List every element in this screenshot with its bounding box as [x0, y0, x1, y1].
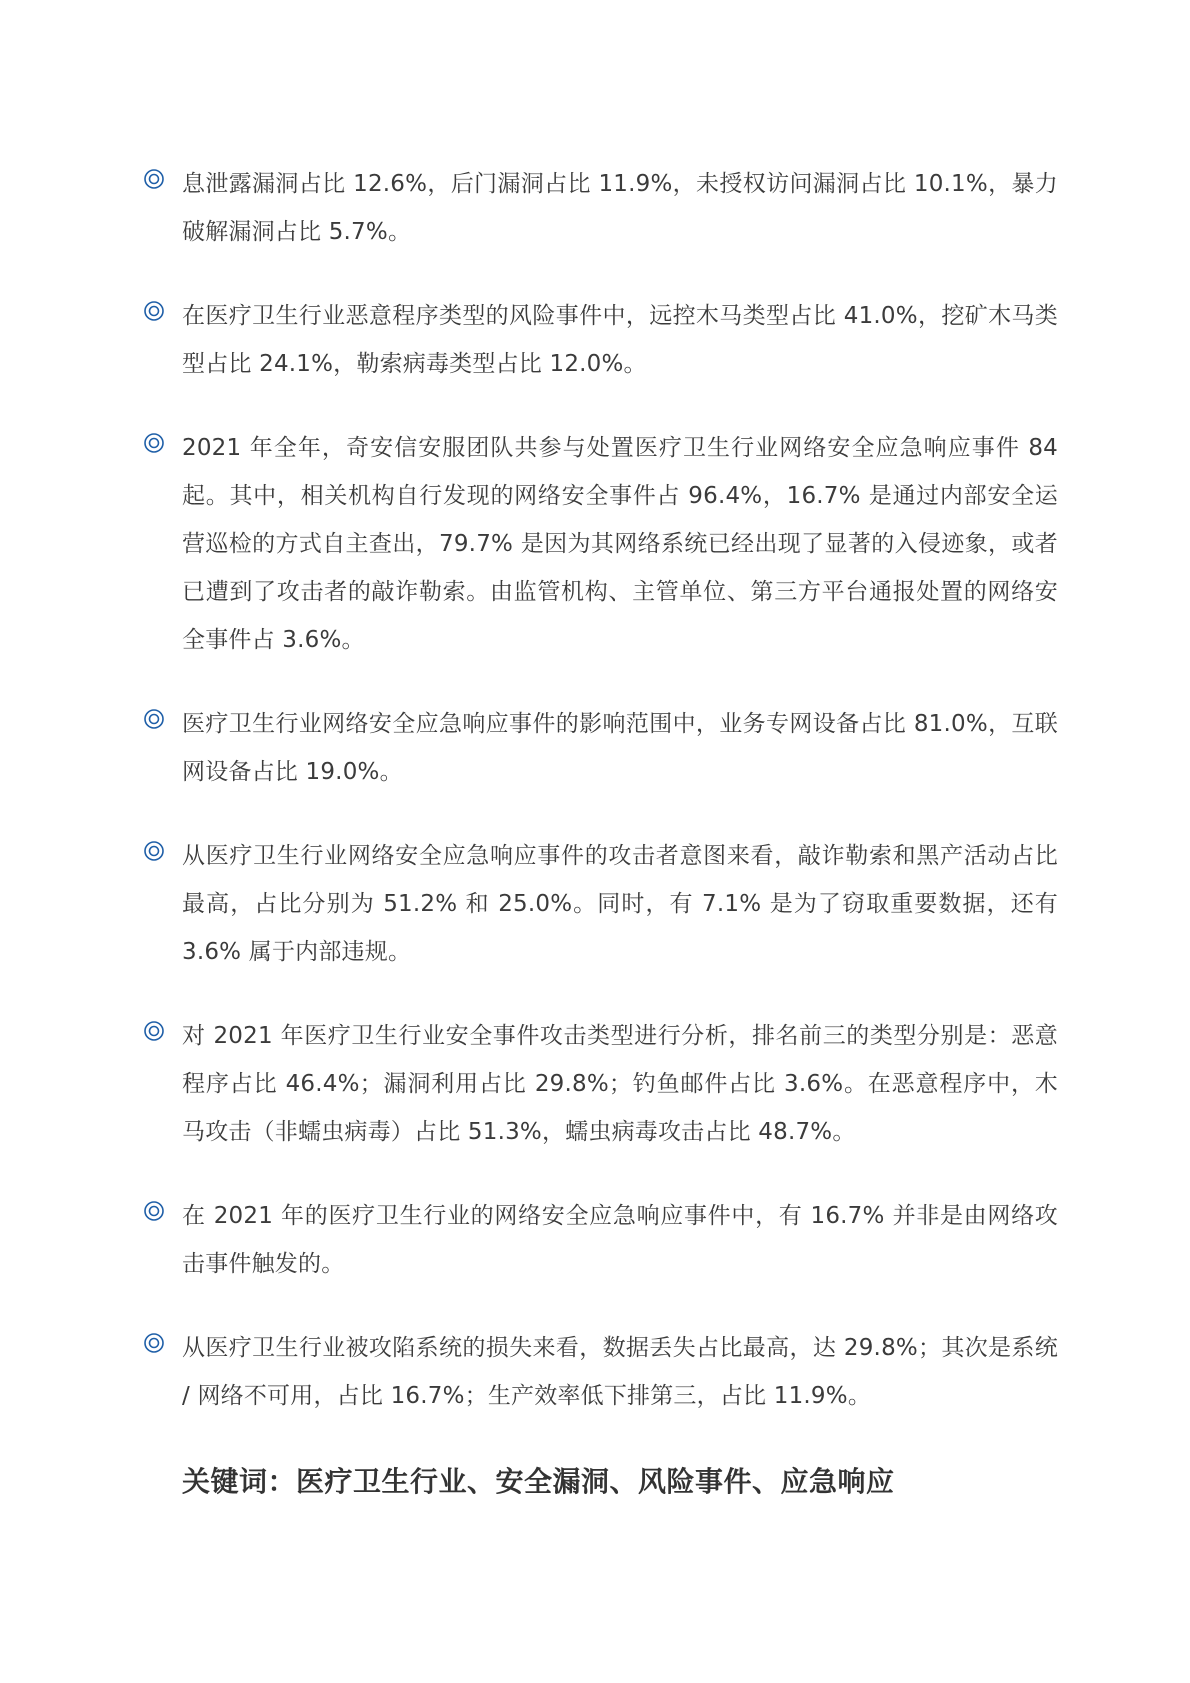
keywords-heading: 关键词：医疗卫生行业、安全漏洞、风险事件、应急响应 — [182, 1465, 895, 1498]
bullet-item — [0, 832, 1058, 976]
bullet-text: 在 2021 年的医疗卫生行业的网络安全应急响应事件中，有 16.7% 并非是由网络攻击事件触发的。 — [182, 1203, 1058, 1277]
bullet-item — [0, 292, 1058, 388]
bullet-text: 从医疗卫生行业被攻陷系统的损失来看，数据丢失占比最高，达 29.8%；其次是系统 / 网络不可用，占比 16.7%；生产效率低下排第三，占比 11.9%。 — [182, 1335, 1058, 1409]
bullet-list — [0, 160, 1190, 1456]
bullet-item — [0, 424, 1058, 664]
bullet-text: 在医疗卫生行业恶意程序类型的风险事件中，远控木马类型占比 41.0%，挖矿木马类型占比 24.1%，勒索病毒类型占比 12.0%。 — [182, 303, 1058, 377]
double-circle-icon — [143, 1200, 165, 1222]
bullet-text: 对 2021 年医疗卫生行业安全事件攻击类型进行分析，排名前三的类型分别是：恶意程序占比 46.4%；漏洞利用占比 29.8%；钓鱼邮件占比 3.6%。在恶意程序中，木马攻击（非蠕虫病毒）占比 51.3%，蠕虫病毒攻击占比 48.7%。 — [182, 1023, 1058, 1145]
bullet-item — [0, 160, 1058, 256]
double-circle-icon — [143, 1020, 165, 1042]
bullet-text: 2021 年全年，奇安信安服团队共参与处置医疗卫生行业网络安全应急响应事件 84 起。其中，相关机构自行发现的网络安全事件占 96.4%，16.7% 是通过内部安全运营巡检的方式自主查出，79.7% 是因为其网络系统已经出现了显著的入侵迹象，或者已遭到了攻击者的敲诈勒索。由监管机构、主管单位、第三方平台通报处置的网络安全事件占 3.6%。 — [182, 435, 1058, 653]
double-circle-icon — [143, 168, 165, 190]
bullet-item — [0, 1192, 1058, 1288]
bullet-item — [0, 1324, 1058, 1420]
double-circle-icon — [143, 708, 165, 730]
double-circle-icon — [143, 1332, 165, 1354]
bullet-text: 医疗卫生行业网络安全应急响应事件的影响范围中，业务专网设备占比 81.0%，互联网设备占比 19.0%。 — [182, 711, 1058, 785]
bullet-text: 从医疗卫生行业网络安全应急响应事件的攻击者意图来看，敲诈勒索和黑产活动占比最高，占比分别为 51.2% 和 25.0%。同时，有 7.1% 是为了窃取重要数据，还有 3.6% 属于内部违规。 — [182, 843, 1058, 965]
double-circle-icon — [143, 432, 165, 454]
bullet-item — [0, 1012, 1058, 1156]
bullet-text: 息泄露漏洞占比 12.6%，后门漏洞占比 11.9%，未授权访问漏洞占比 10.1%，暴力破解漏洞占比 5.7%。 — [182, 171, 1058, 245]
bullet-item — [0, 700, 1058, 796]
double-circle-icon — [143, 300, 165, 322]
double-circle-icon — [143, 840, 165, 862]
